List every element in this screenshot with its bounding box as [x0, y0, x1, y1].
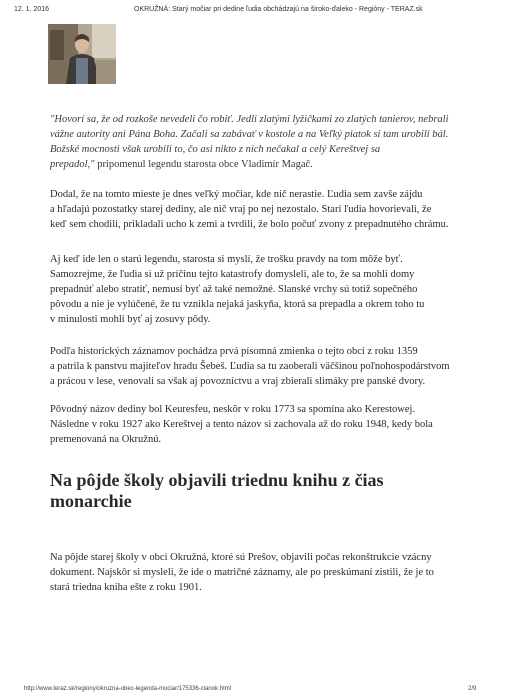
page-number: 2/9 [468, 686, 477, 692]
paragraph-line: v minulosti mohli byť aj zosuvy pôdy. [50, 314, 211, 325]
paragraph-history [50, 344, 480, 389]
legend-quote [50, 112, 480, 172]
paragraph-line: Aj keď ide len o starú legendu, starosta si myslí, že trošku pravdy na tom môže byť. [50, 254, 403, 265]
paragraph-line: dokument. Najskôr si mysleli, že ide o matričné záznamy, ale po preskúmaní zistili, že je to [50, 567, 434, 578]
print-date: 12. 1. 2016 [14, 6, 50, 13]
paragraph-line: keď sem chodili, prikladali ucho k zemi a tvrdili, že bolo počuť zvony z prepadnutého chrámu. [50, 219, 449, 230]
heading-line: monarchie [50, 491, 132, 511]
paragraph-line: a hľadajú pozostatky starej dediny, ale nič vraj po nej nezostalo. Starí ľudia hovorievali, že [50, 204, 432, 215]
section-heading [50, 470, 470, 512]
paragraph-line: Samozrejme, že ľudia si už príčinu tejto katastrofy domysleli, ale to, že sa mohli domy [50, 269, 415, 280]
paragraph-legend-truth [50, 252, 480, 327]
print-page-title: OKRUŽNÁ: Starý močiar pri dedine ľudia obchádzajú na široko-ďaleko - Regióny - TERAZ.sk [134, 6, 423, 13]
print-url: http://www.teraz.sk/regiony/okruzna-obec-legenda-mociar/175336-clanok.html [24, 686, 232, 692]
paragraph-line: Pôvodný názov dediny bol Keuresfeu, neskôr v roku 1773 sa spomína ako Kerestowej. [50, 404, 416, 415]
print-footer [0, 686, 508, 698]
article-photo [48, 24, 116, 84]
paragraph-line: prepadnúť alebo stratiť, nemusí byť až také nemožné. Slanské vrchy sú totiž sopečného [50, 284, 418, 295]
paragraph-line: Následne v roku 1927 ako Kereštvej a tento názov si zachovala až do roku 1948, kedy bola [50, 419, 433, 430]
paragraph-marsh [50, 187, 480, 232]
paragraph-line: a prácou v lese, venovali sa však aj povozníctvu a vraj zbierali slimáky pre panské dvory. [50, 376, 426, 387]
paragraph-names [50, 402, 480, 447]
quote-line: Božské mocnosti však urobili to, čo asi nikto z nich nečakal a celý Kereštvej sa [50, 144, 381, 155]
paragraph-line: Podľa historických záznamov pochádza prvá písomná zmienka o tejto obci z roku 1359 [50, 346, 418, 357]
heading-line: Na pôjde školy objavili triednu knihu z čias [50, 470, 384, 490]
paragraph-line: Na pôjde starej školy v obci Okružná, ktoré sú Prešov, objavili počas rekonštrukcie vzácny [50, 552, 432, 563]
quote-line: prepadol," [50, 159, 95, 170]
paragraph-line: a patrila k panstvu majiteľov hradu Šebeš. Ľudia sa tu zaoberali väčšinou poľnohospodárstvom [50, 361, 450, 372]
print-header [0, 6, 508, 20]
quote-line: vážne autority ani Pána Boha. Začali sa zabávať v kostole a na Veľký piatok si tam urobili bál. [50, 129, 449, 140]
quote-attribution: pripomenul legendu starosta obce Vladimír Magač. [94, 159, 313, 170]
quote-line: "Hovorí sa, že od rozkoše nevedeli čo robiť. Jedli zlatými lyžičkami zo zlatých tanierov, nebrali [50, 114, 449, 125]
paragraph-line: premenovaná na Okružnú. [50, 434, 162, 445]
paragraph-school [50, 550, 480, 595]
paragraph-line: pôvodu a nie je vylúčené, že tu vznikla nejaká jaskyňa, ktorá sa prepadla a okrem toho tu [50, 299, 425, 310]
paragraph-line: Dodal, že na tomto mieste je dnes veľký močiar, kde nič nerastie. Ľudia sem zavše zájdu [50, 189, 423, 200]
paragraph-line: stará triedna kniha ešte z roku 1901. [50, 582, 202, 593]
